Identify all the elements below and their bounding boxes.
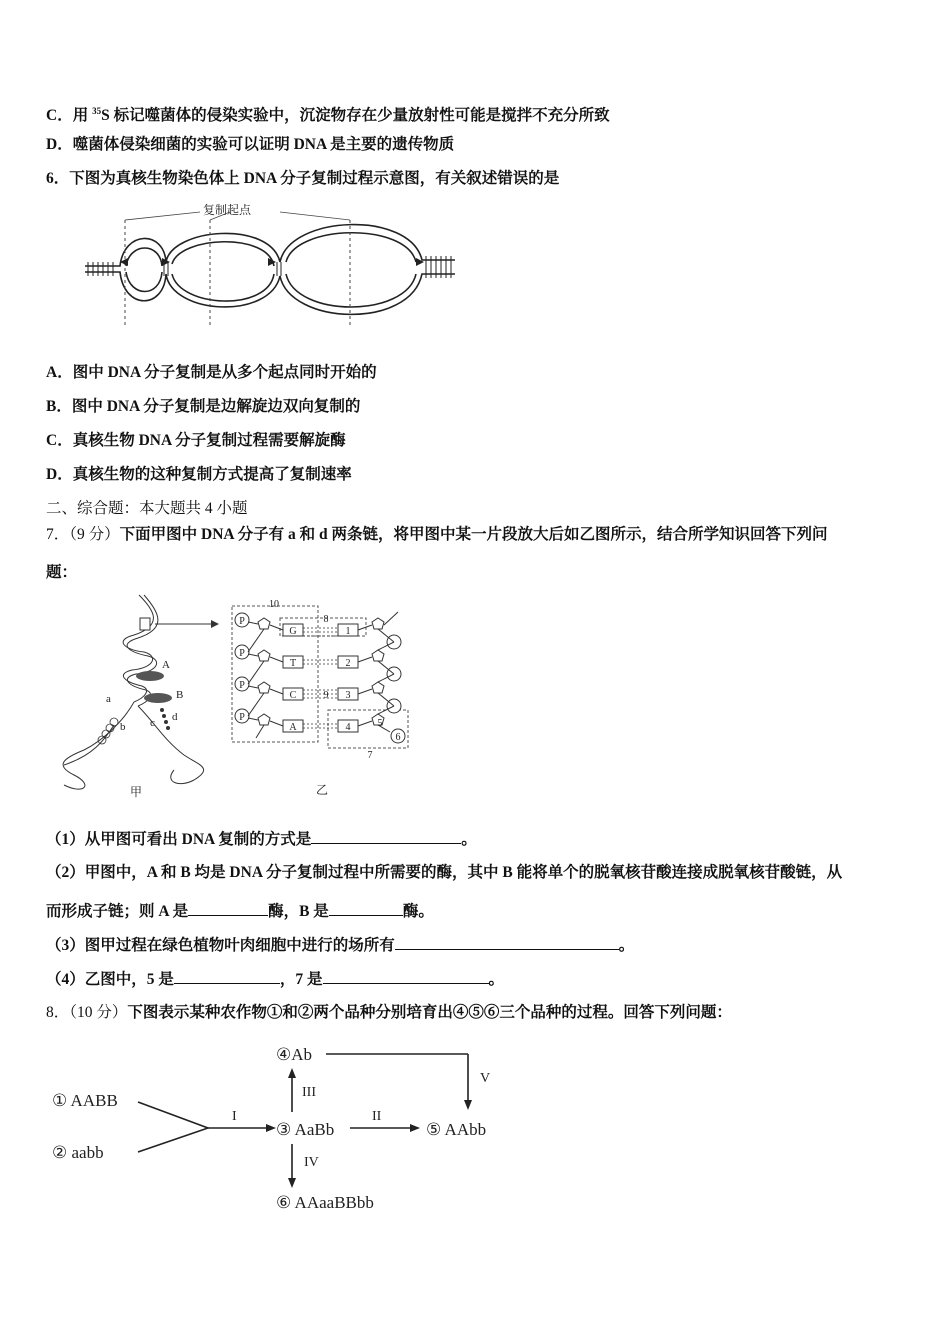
q8-stem: 8．（10 分）下图表示某种农作物①和②两个品种分别培育出④⑤⑥三个品种的过程。回答下列问题：: [46, 1004, 732, 1021]
step-ii: II: [372, 1109, 382, 1124]
q6-option-d: D．真核生物的这种复制方式提高了复制速率: [46, 466, 352, 483]
q6-option-b: B．图中 DNA 分子复制是边解旋边双向复制的: [46, 398, 361, 415]
node-3: ③ AaBb: [276, 1120, 335, 1139]
yi-base-3: 3: [345, 690, 351, 701]
yi-label-9: 9: [323, 690, 329, 701]
step-v: V: [480, 1071, 491, 1086]
node-6: ⑥ AAaaBBbb: [276, 1193, 374, 1212]
jia-label-a-enzyme: A: [162, 659, 170, 671]
zoom-arrow: [155, 618, 220, 630]
blank-4a[interactable]: [174, 969, 280, 984]
yi-label-8: 8: [323, 614, 329, 625]
q5-option-c: C．用 $^{35}$S 标记噬菌体的侵染实验中，沉淀物存在少量放射性可能是搅拌不充分所致: [46, 106, 610, 124]
jia-label-c-strand: c: [150, 717, 155, 729]
blank-2a[interactable]: [188, 901, 268, 916]
step-i: I: [232, 1109, 237, 1124]
jia-caption: 甲: [130, 785, 143, 799]
node-2: ② aabb: [52, 1143, 104, 1162]
yi-label-10: 10: [269, 599, 279, 610]
step-iv: IV: [304, 1155, 319, 1170]
jia-label-b-strand: b: [120, 721, 126, 733]
yi-base-c: C: [289, 690, 297, 701]
jia-label-b-enzyme: B: [176, 689, 184, 701]
yi-caption: 乙: [315, 783, 329, 797]
node-5: ⑤ AAbb: [426, 1120, 487, 1139]
dna-replication-bubbles-figure: [80, 200, 460, 330]
yi-base-g: G: [289, 626, 297, 637]
yi-label-5: 5: [377, 718, 383, 729]
q6-option-c: C．真核生物 DNA 分子复制过程需要解旋酶: [46, 432, 346, 449]
origin-label: 复制起点: [203, 203, 252, 217]
blank-3[interactable]: [395, 935, 619, 950]
blank-2b[interactable]: [329, 901, 403, 916]
node-1: ① AABB: [52, 1091, 118, 1110]
q7-sub1: （1）从甲图可看出 DNA 复制的方式是 。: [46, 831, 477, 848]
q7-sub2-line2: 而形成子链；则 A 是 酶，B 是 酶。: [46, 903, 434, 920]
yi-base-1: 1: [345, 626, 351, 637]
yi-base-t: T: [289, 658, 297, 669]
bubble-outer-strand: [85, 225, 455, 315]
q7-sub3: （3）图甲过程在绿色植物叶肉细胞中进行的场所有 。: [46, 937, 635, 954]
section-2-title: 二、综合题：本大题共 4 小题: [46, 500, 248, 517]
yi-p-4: P: [239, 712, 245, 723]
q5-option-d: D．噬菌体侵染细菌的实验可以证明 DNA 是主要的遗传物质: [46, 136, 455, 153]
step-iii: III: [302, 1085, 316, 1100]
q7-sub4: （4）乙图中，5 是 ，7 是 。: [46, 971, 505, 988]
yi-base-4: 4: [345, 722, 351, 733]
origin-dashed-lines: [125, 220, 350, 326]
node-4: ④Ab: [276, 1045, 313, 1064]
yi-p-1: P: [239, 616, 245, 627]
yi-p-2: P: [239, 648, 245, 659]
q7-stem-cont: 题：: [46, 564, 78, 581]
yi-base-a: A: [289, 722, 297, 733]
q6-option-a: A．图中 DNA 分子复制是从多个起点同时开始的: [46, 364, 377, 381]
yi-base-2: 2: [345, 658, 351, 669]
yi-label-7: 7: [367, 750, 373, 761]
figure-yi: [228, 598, 418, 803]
blank-4b[interactable]: [323, 969, 489, 984]
yi-label-6: 6: [395, 732, 401, 743]
blank-1[interactable]: [311, 829, 461, 844]
q6-stem: 6．下图为真核生物染色体上 DNA 分子复制过程示意图，有关叙述错误的是: [46, 170, 560, 187]
yi-p-3: P: [239, 680, 245, 691]
breeding-diagram: [50, 1040, 520, 1225]
q7-sub2-line1: （2）甲图中，A 和 B 均是 DNA 分子复制过程中所需要的酶，其中 B 能将单个的脱氧核苷酸连接成脱氧核苷酸链，从: [46, 864, 843, 881]
q7-stem: 7．（9 分）下面甲图中 DNA 分子有 a 和 d 两条链，将甲图中某一片段放大后如乙图所示，结合所学知识回答下列问: [46, 526, 828, 543]
jia-label-a-strand: a: [106, 693, 111, 705]
jia-label-d-strand: d: [172, 711, 178, 723]
